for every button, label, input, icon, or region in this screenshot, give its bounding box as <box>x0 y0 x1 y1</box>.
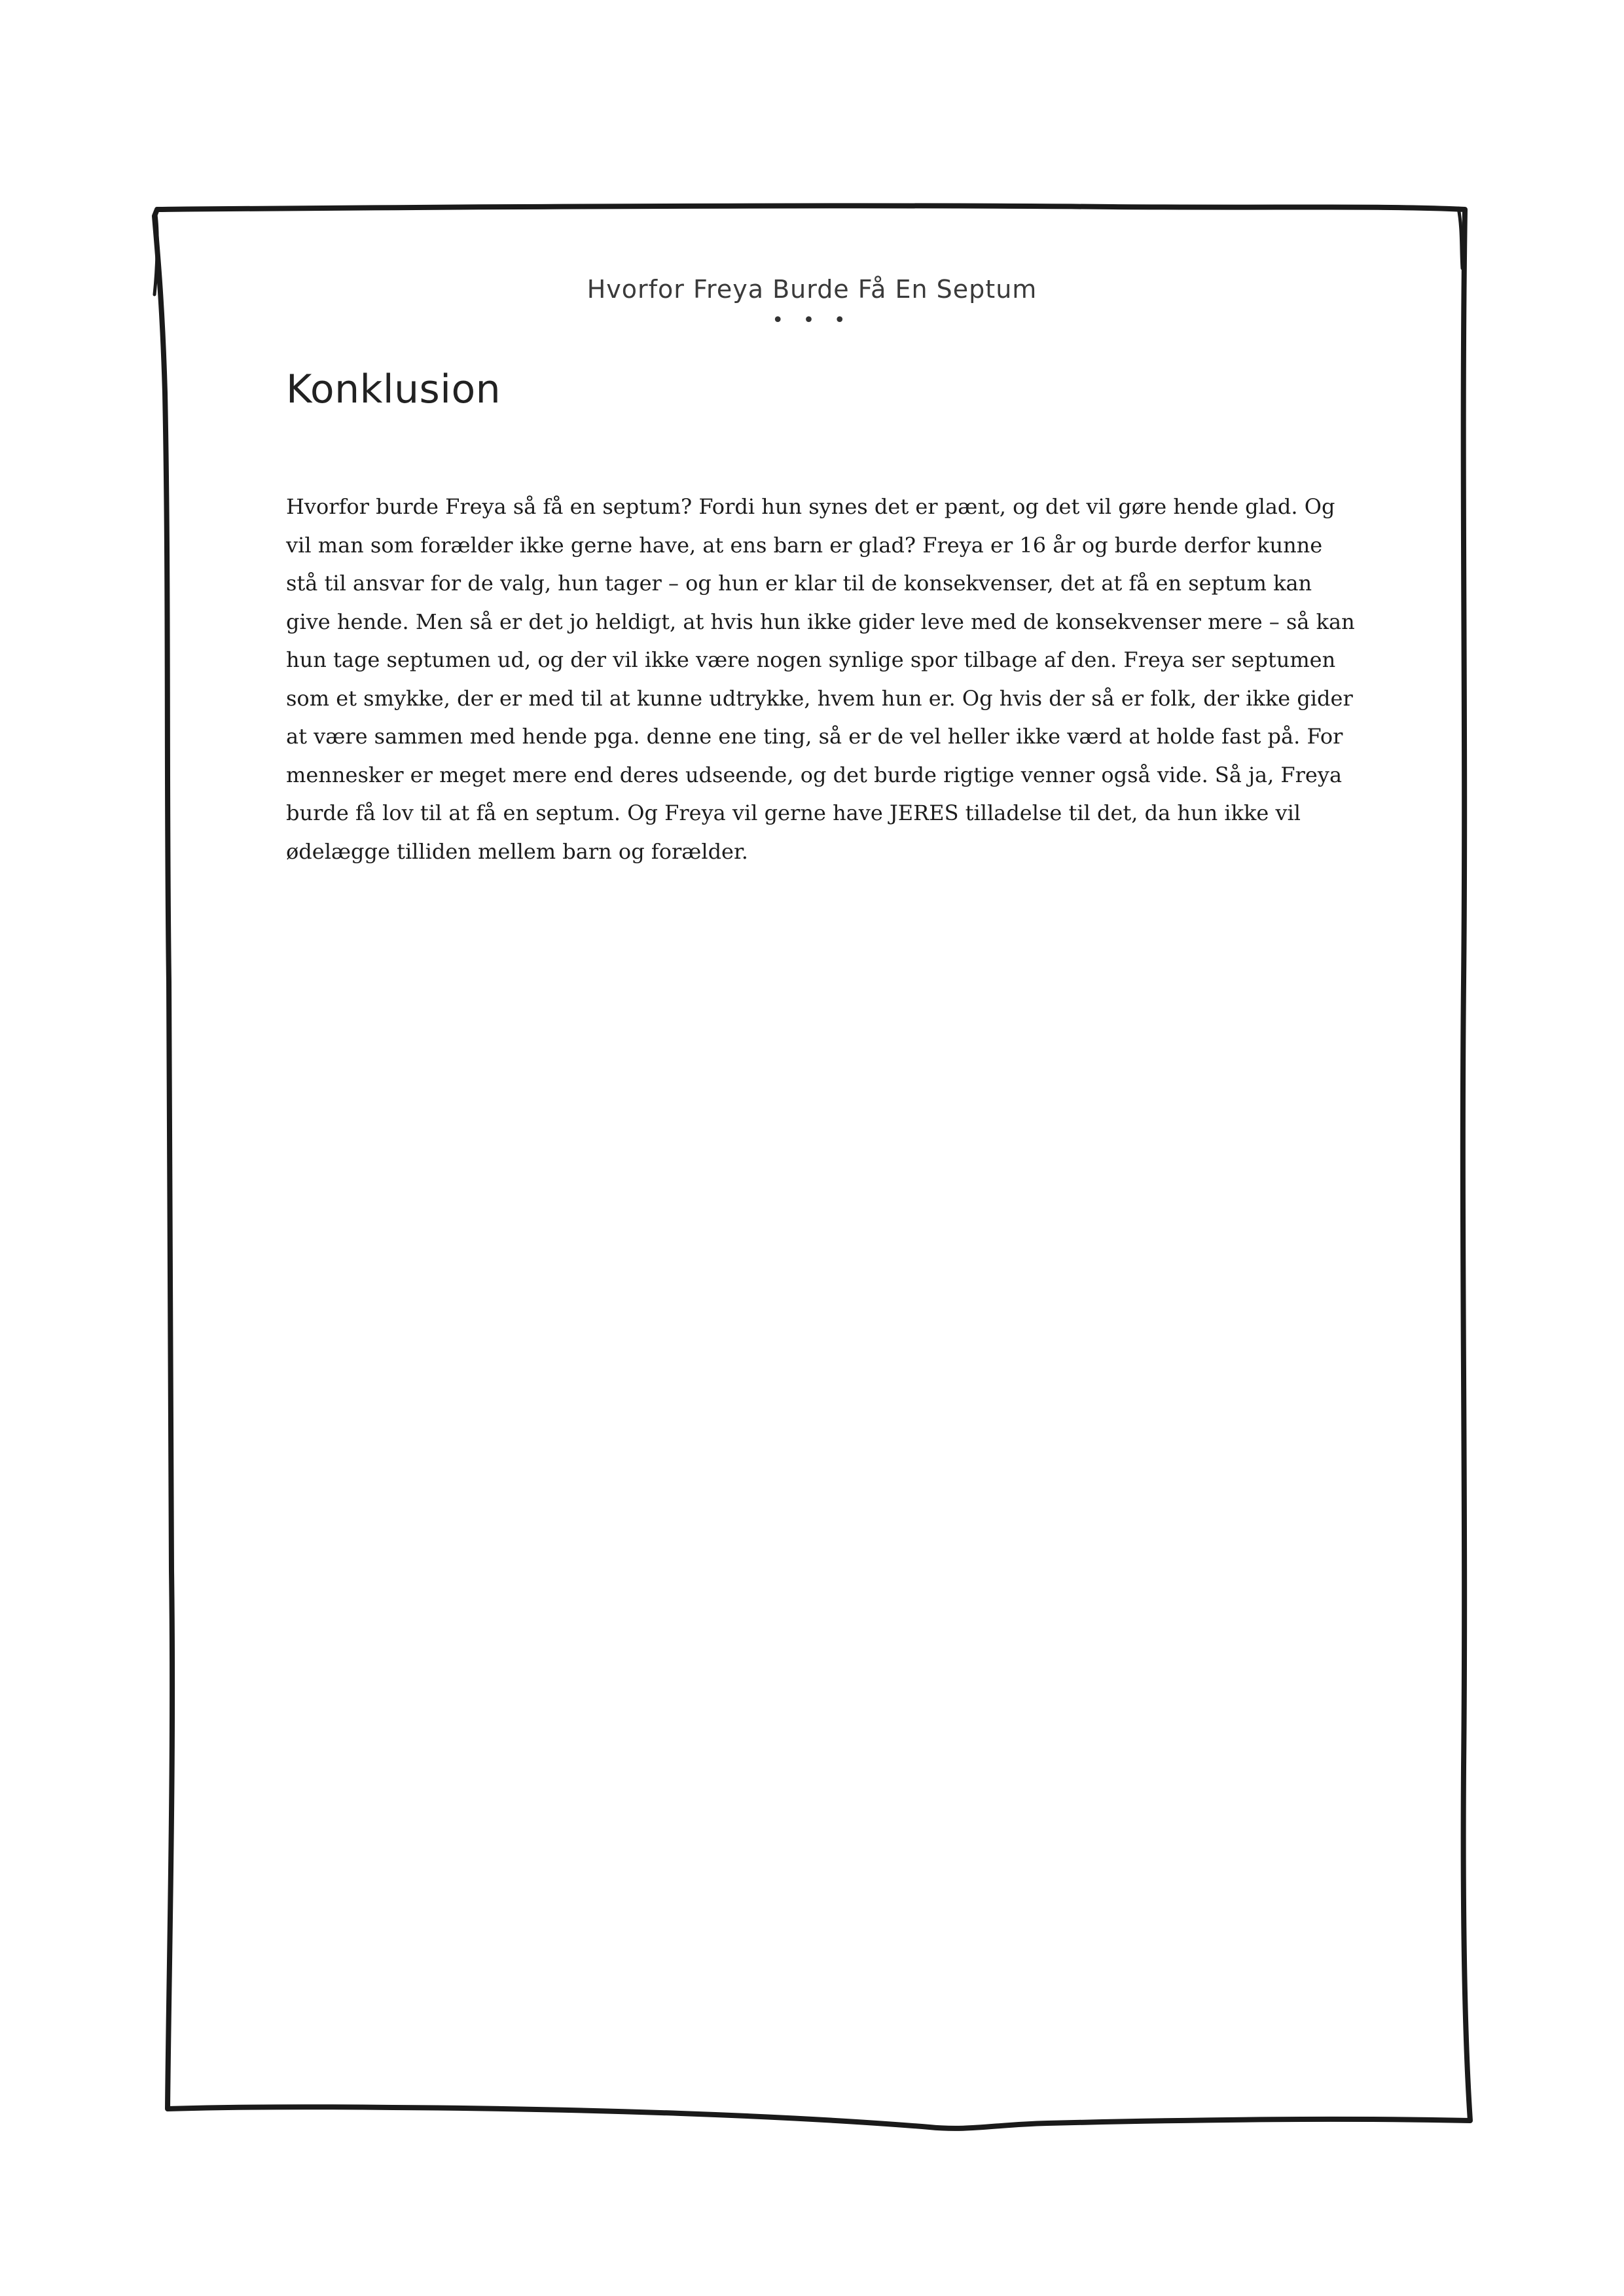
header-ornament: • • • <box>772 309 852 332</box>
body-paragraph: Hvorfor burde Freya så få en septum? Fordi hun synes det er pænt, og det vil gøre hende glad. Og vil man som forælder ikke gerne have, at ens barn er glad? Freya er 16 år og burde derfor kunne stå til ansvar for de valg, hun tager – og hun er klar til de konsekvenser, det at få en septum kan give hende. Men så er det jo heldigt, at hvis hun ikke gider leve med de konsekvenser mere – så kan hun tage septumen ud, og der vil ikke være nogen synlige spor tilbage af den. Freya ser septumen som et smykke, der er med til at kunne udtrykke, hvem hun er. Og hvis der så er folk, der ikke gider at være sammen med hende pga. denne ene ting, så er de vel heller ikke værd at holde fast på. For mennesker er meget mere end deres udseende, og det burde rigtige venner også vide. Så ja, Freya burde få lov til at få en septum. Og Freya vil gerne have JERES tilladelse til det, da hun ikke vil ødelægge tilliden mellem barn og forælder. <box>286 494 1355 864</box>
section-heading: Konklusion <box>286 367 501 412</box>
running-header: Hvorfor Freya Burde Få En Septum <box>586 275 1038 304</box>
